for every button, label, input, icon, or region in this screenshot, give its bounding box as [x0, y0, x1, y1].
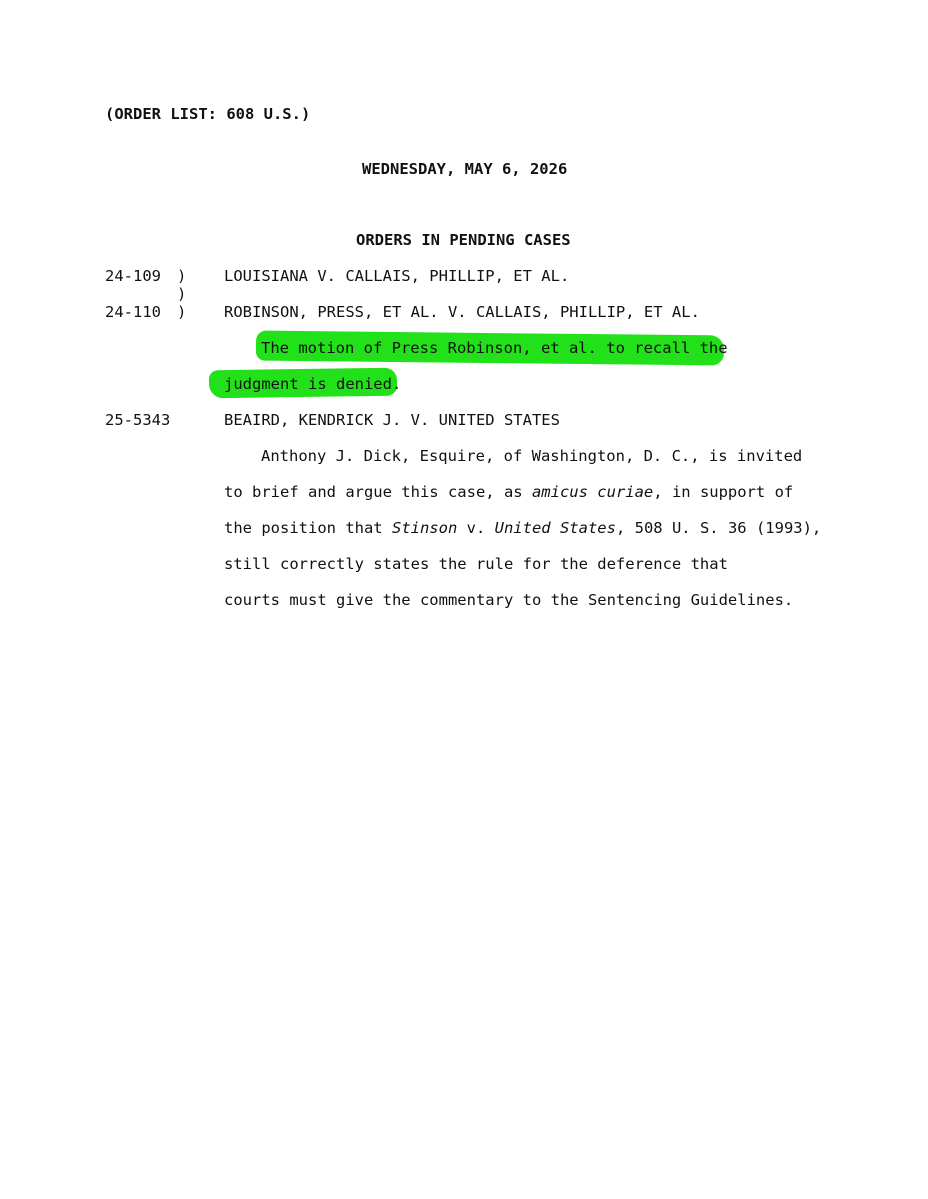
- text-run: , 508 U. S. 36 (1993),: [615, 519, 822, 537]
- docket-number: 24-110: [105, 303, 161, 321]
- order-text-line: [224, 518, 821, 538]
- case-caption: BEAIRD, KENDRICK J. V. UNITED STATES: [224, 411, 560, 429]
- docket-number: 25-5343: [105, 411, 171, 429]
- order-list-heading: (ORDER LIST: 608 U.S.): [105, 105, 311, 123]
- order-text-line: Anthony J. Dick, Esquire, of Washington, D. C., is invited: [261, 447, 803, 465]
- italic-case-name: United States: [494, 519, 616, 537]
- italic-term: amicus curiae: [531, 483, 654, 501]
- order-text-line: [224, 482, 793, 502]
- order-text-line: The motion of Press Robinson, et al. to recall the: [261, 339, 728, 357]
- italic-case-name: Stinson: [391, 519, 458, 537]
- text-run: v.: [457, 519, 495, 537]
- order-text-line: still correctly states the rule for the deference that: [224, 555, 728, 573]
- case-bracket: ): [177, 303, 187, 321]
- order-text-line: [224, 374, 401, 394]
- text-run: to brief and argue this case, as: [224, 483, 532, 501]
- case-caption: LOUISIANA V. CALLAIS, PHILLIP, ET AL.: [224, 267, 570, 285]
- case-bracket: ): [177, 267, 187, 285]
- case-caption: ROBINSON, PRESS, ET AL. V. CALLAIS, PHILLIP, ET AL.: [224, 303, 700, 321]
- section-title: ORDERS IN PENDING CASES: [356, 231, 571, 249]
- case-bracket: ): [177, 285, 187, 303]
- highlighted-text: judgment is denied: [224, 375, 392, 393]
- order-date: WEDNESDAY, MAY 6, 2026: [362, 160, 568, 178]
- order-text-tail: .: [391, 375, 402, 393]
- text-run: the position that: [224, 519, 392, 537]
- text-run: , in support of: [653, 483, 794, 501]
- order-text-line: courts must give the commentary to the Sentencing Guidelines.: [224, 591, 794, 609]
- docket-number: 24-109: [105, 267, 161, 285]
